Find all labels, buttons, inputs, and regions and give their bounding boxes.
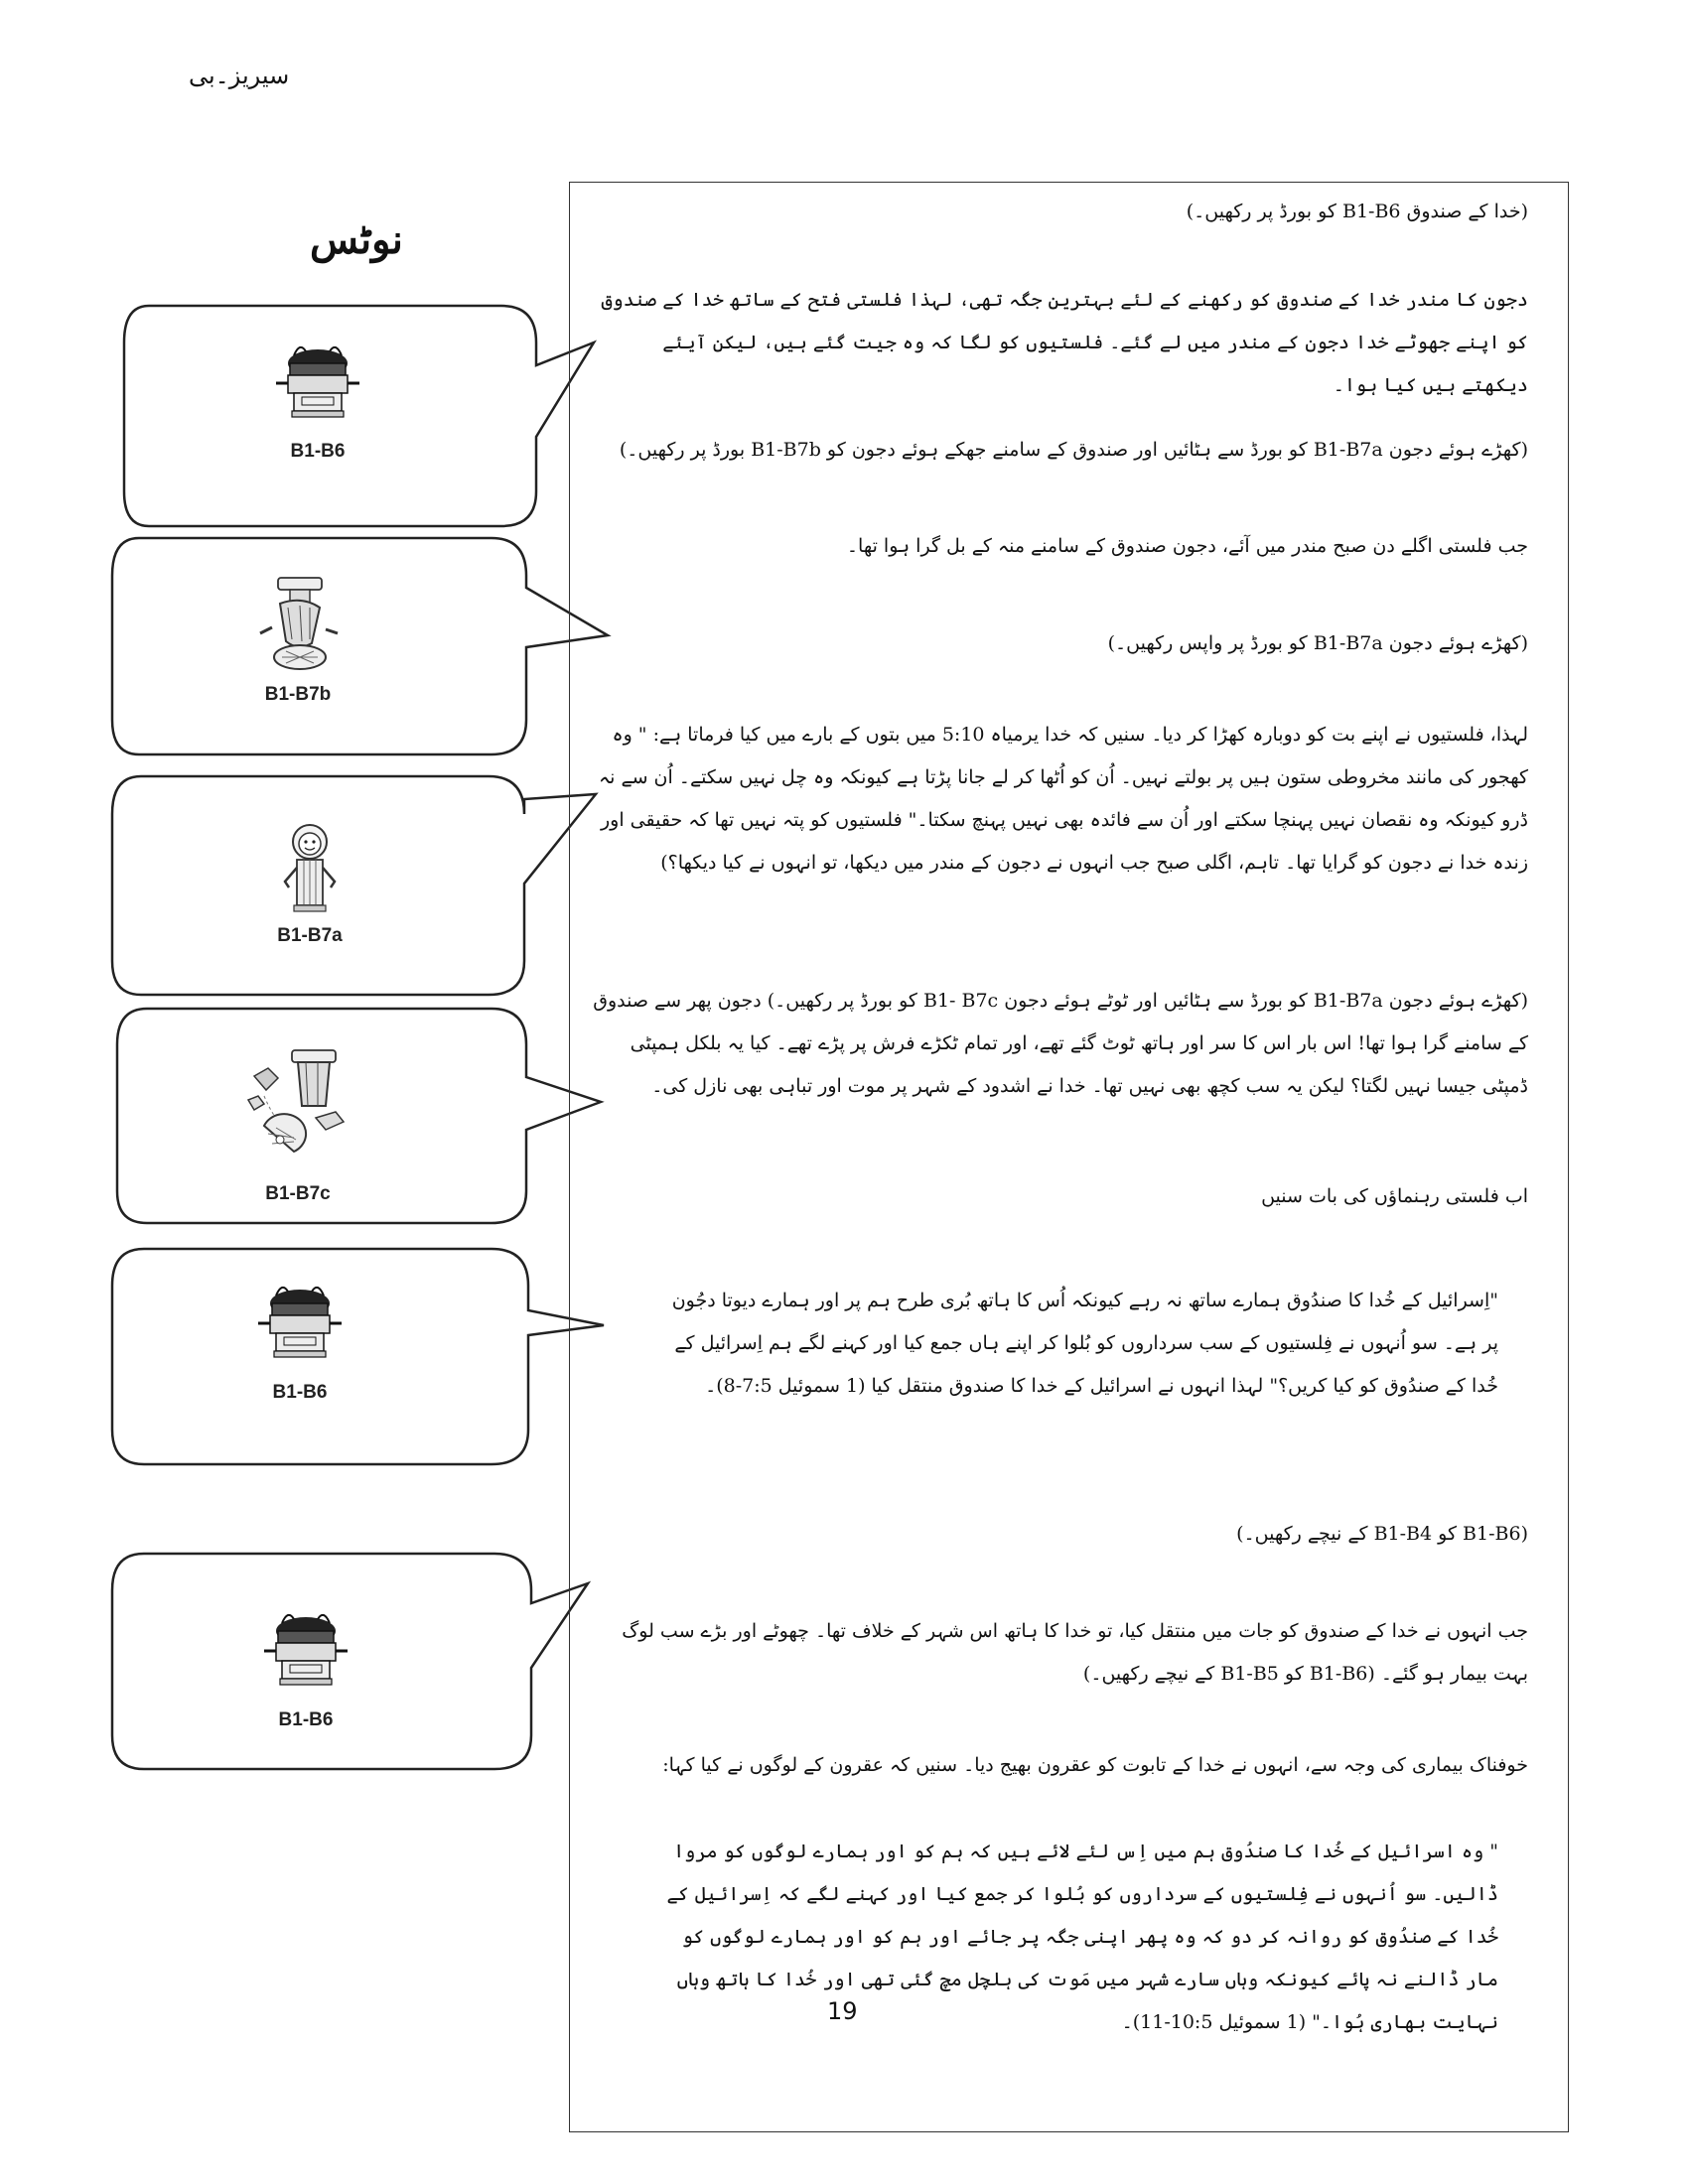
note-bubble	[124, 306, 594, 526]
note-bubble	[112, 1554, 588, 1769]
note-bubble	[117, 1009, 601, 1223]
story-paragraph: لہذا، فلستیوں نے اپنے بت کو دوبارہ کھڑا کر دیا۔ سنیں کہ خدا یرمیاہ 5:10 میں بتوں کے بارے میں کیا فرماتا ہے: " وہ کھجور کی مانند مخروطی ستون ہیں پر بولتے نہیں۔ اُن کو اُٹھا کر لے جانا پڑتا ہے کیونکہ وہ چل نہیں سکتے۔ اُن سے نہ ڈرو کیونکہ وہ نقصان نہیں پہنچا سکتے اور اُن سے فائدہ بھی نہیں پہنچ سکتا۔" فلستیوں کو پتہ نہیں تھا کہ حقیقی اور زندہ خدا نے دجون کو گرایا تھا۔ تاہم، اگلی صبح جب انہوں نے دجون کے مندر میں دیکھا، تو انہوں نے کیا دیکھا؟)	[598, 724, 1528, 874]
story-paragraph: جب انہوں نے خدا کے صندوق کو جات میں منتقل کیا، تو خدا کا ہاتھ اس شہر کے خلاف تھا۔ چھوٹے اور بڑے سب لوگ بہت بیمار ہو گئے۔ (B1-B6 کو B1-B5 کے نیچے رکھیں۔)	[622, 1620, 1528, 1685]
instruction-paragraph: (B1-B6 کو B1-B4 کے نیچے رکھیں۔)	[1236, 1523, 1528, 1545]
instruction-paragraph: (خدا کے صندوق B1-B6 کو بورڈ پر رکھیں۔)	[1186, 201, 1528, 222]
story-paragraph: اب فلستی رہنماؤں کی بات سنیں	[1261, 1185, 1528, 1207]
page-number: 19	[827, 1997, 858, 2025]
notes-title: نوٹس	[310, 216, 403, 263]
notes-column	[0, 0, 616, 2184]
scripture-quote: " وہ اسرائیل کے خُدا کا صندُوق ہم میں اِس لئے لائے ہیں کہ ہم کو اور ہمارے لوگوں کو مروا ڈالیں۔ سو اُنہوں نے فِلستیوں کے سرداروں کو بُلوا کر جمع کیا اور کہنے لگے کہ اِسرائیل کے خُدا کے صندُوق کو روانہ کر دو کہ وہ پھر اپنی جگہ پر جائے اور ہم کو اور ہمارے لوگوں کو مار ڈالنے نہ پائے کیونکہ وہاں سارے شہر میں مَوت کی ہلچل مچ گئی تھی اور خُدا کا ہاتھ وہاں نہایت بھاری ہُوا۔" (1 سموئیل 10:5-11)۔	[666, 1841, 1498, 2033]
bubble-label: B1-B6	[272, 1382, 328, 1403]
story-paragraph: (کھڑے ہوئے دجون B1-B7a کو بورڈ سے ہٹائیں اور ٹوٹے ہوئے دجون B1- B7c کو بورڈ پر رکھیں۔) دجون پھر سے صندوق کے سامنے گرا ہوا تھا! اس بار اس کا سر اور ہاتھ ٹوٹ گئے تھے، اور تمام ٹکڑے فرش پر پڑے تھے۔ کیا یہ بلکل ہمپٹی ڈمپٹی جیسا نہیں لگتا؟ لیکن یہ سب کچھ بھی نہیں تھا۔ خدا نے اشدود کے شہر پر موت اور تباہی بھی نازل کی۔	[593, 990, 1528, 1097]
bubble-label: B1-B7c	[265, 1183, 331, 1204]
story-paragraph: خوفناک بیماری کی وجہ سے، انہوں نے خدا کے تابوت کو عقرون بھیج دیا۔ سنیں کہ عقرون کے لوگوں نے کیا کہا:	[662, 1754, 1528, 1776]
series-label: سیریز۔بی	[189, 62, 290, 89]
story-text-box	[569, 182, 1569, 2132]
instruction-paragraph: (کھڑے ہوئے دجون B1-B7a کو بورڈ سے ہٹائیں اور صندوق کے سامنے جھکے ہوئے دجون کو B1-B7b بورڈ پر رکھیں۔)	[619, 439, 1528, 461]
note-bubble	[112, 1249, 604, 1464]
story-paragraph: دجون کا مندر خدا کے صندوق کو رکھنے کے لئے بہترین جگہ تھی، لہذا فلستی فتح کے ساتھ خدا کے صندوق کو اپنے جھوٹے خدا دجون کے مندر میں لے گئے۔ فلستیوں کو لگا کہ وہ جیت گئے ہیں، لیکن آیئے دیکھتے ہیں کیا ہوا۔	[601, 289, 1528, 396]
note-bubble	[112, 538, 608, 754]
instruction-paragraph: (کھڑے ہوئے دجون B1-B7a کو بورڈ پر واپس رکھیں۔)	[1107, 632, 1528, 654]
note-bubble	[112, 776, 596, 995]
bubble-label: B1-B6	[278, 1709, 334, 1730]
bubble-label: B1-B7a	[277, 925, 343, 946]
story-paragraph: جب فلستی اگلے دن صبح مندر میں آئے، دجون صندوق کے سامنے منہ کے بل گرا ہوا تھا۔	[846, 535, 1528, 557]
bubble-label: B1-B6	[290, 441, 346, 462]
scripture-quote: "اِسرائیل کے خُدا کا صندُوق ہمارے ساتھ نہ رہے کیونکہ اُس کا ہاتھ بُری طرح ہم پر اور ہمارے دیوتا دجُون پر ہے۔ سو اُنہوں نے فِلستیوں کے سب سرداروں کو بُلوا کر اپنے ہاں جمع کیا اور کہنے لگے ہم اِسرائیل کے خُدا کے صندُوق کو کیا کریں؟" لہذا انہوں نے اسرائیل کے خدا کا صندوق منتقل کیا (1 سموئیل 7:5-8)۔	[671, 1290, 1498, 1397]
bubble-label: B1-B7b	[264, 684, 332, 705]
